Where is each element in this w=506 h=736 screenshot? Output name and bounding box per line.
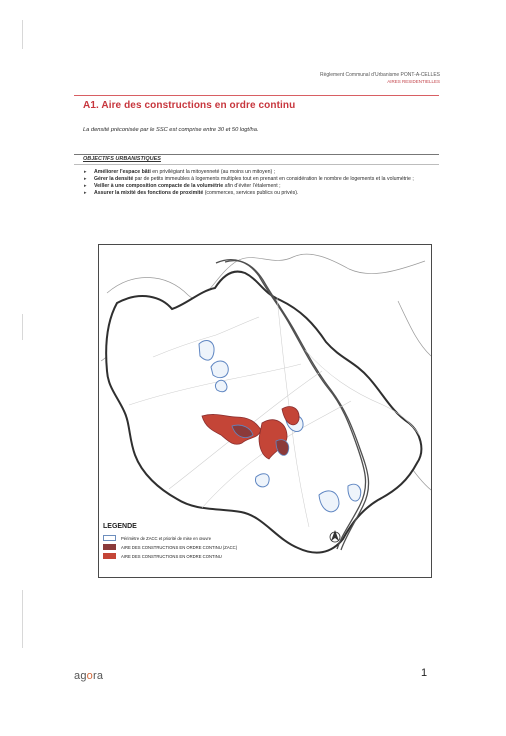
binder-line-lower: [22, 590, 23, 648]
agora-logo: [74, 670, 103, 682]
objective-lead: Améliorer l’espace bâti: [94, 169, 151, 175]
legend-label: AIRE DES CONSTRUCTIONS EN ORDRE CONTINU: [121, 553, 222, 559]
objective-text: par de petits immeubles à logements multiples tout en prenant en considération le nombre de logements et la volumétrie ;: [133, 176, 414, 182]
objective-lead: Assurer la mixité des fonctions de proximité: [94, 190, 204, 196]
logo-accent-letter: o: [86, 670, 93, 682]
zoning-map: [98, 244, 432, 578]
objective-lead: Gérer la densité: [94, 176, 134, 182]
document-header: [320, 72, 440, 85]
legend-row: [103, 552, 237, 560]
section-subtitle: AIRES RESIDENTIELLES: [387, 79, 440, 84]
bullet-icon: ▸: [84, 183, 87, 189]
objective-item: [84, 183, 434, 190]
objectives-title: OBJECTIFS URBANISTIQUES: [83, 156, 161, 162]
legend-title: LEGENDE: [103, 523, 137, 530]
logo-text-suffix: ra: [92, 670, 104, 682]
zacc-perimeter: [211, 361, 228, 378]
objective-item: [84, 169, 434, 176]
objective-text: (commerces, services publics ou privés).: [203, 190, 299, 196]
objectives-top-rule: [74, 154, 439, 155]
legend-row: [103, 534, 237, 542]
bullet-icon: ▸: [84, 190, 87, 196]
density-intro: La densité préconisée par le SSC est comprise entre 30 et 50 logt/ha.: [83, 127, 259, 133]
continuous-zone-swatch: [103, 553, 116, 559]
zacc-perimeter: [215, 380, 227, 391]
legend-row: [103, 543, 237, 551]
document-title: Règlement Communal d’Urbanisme PONT-A-CELLES: [319, 72, 440, 78]
map-legend: [103, 523, 237, 560]
zacc-zone-swatch: [103, 544, 116, 550]
zacc-perimeter: [199, 340, 214, 360]
binder-line-top: [22, 20, 23, 49]
page-title: A1. Aire des constructions en ordre continu: [83, 100, 296, 111]
legend-label: Périmètre de ZACC et priorité de mise en œuvre: [121, 535, 212, 541]
binder-line-middle: [22, 314, 23, 340]
objective-text: afin d’éviter l’étalement ;: [223, 183, 281, 189]
bullet-icon: ▸: [84, 169, 87, 175]
bullet-icon: ▸: [84, 176, 87, 182]
zacc-perimeter-swatch: [103, 535, 116, 541]
legend-label: AIRE DES CONSTRUCTIONS EN ORDRE CONTINU (ZACC): [121, 544, 238, 550]
page-number: 1: [421, 667, 428, 679]
objectives-list: [84, 169, 434, 197]
objective-item: [84, 190, 434, 197]
logo-text-prefix: ag: [74, 670, 87, 682]
title-rule: [74, 95, 439, 96]
objective-lead: Veiller à une composition compacte de la volumétrie: [94, 183, 224, 189]
objective-text: en privilégiant la mitoyenneté (au moins un mitoyen) ;: [150, 169, 276, 175]
objective-item: [84, 176, 434, 183]
zacc-perimeter: [255, 474, 269, 487]
objectives-bottom-rule: [74, 164, 439, 165]
